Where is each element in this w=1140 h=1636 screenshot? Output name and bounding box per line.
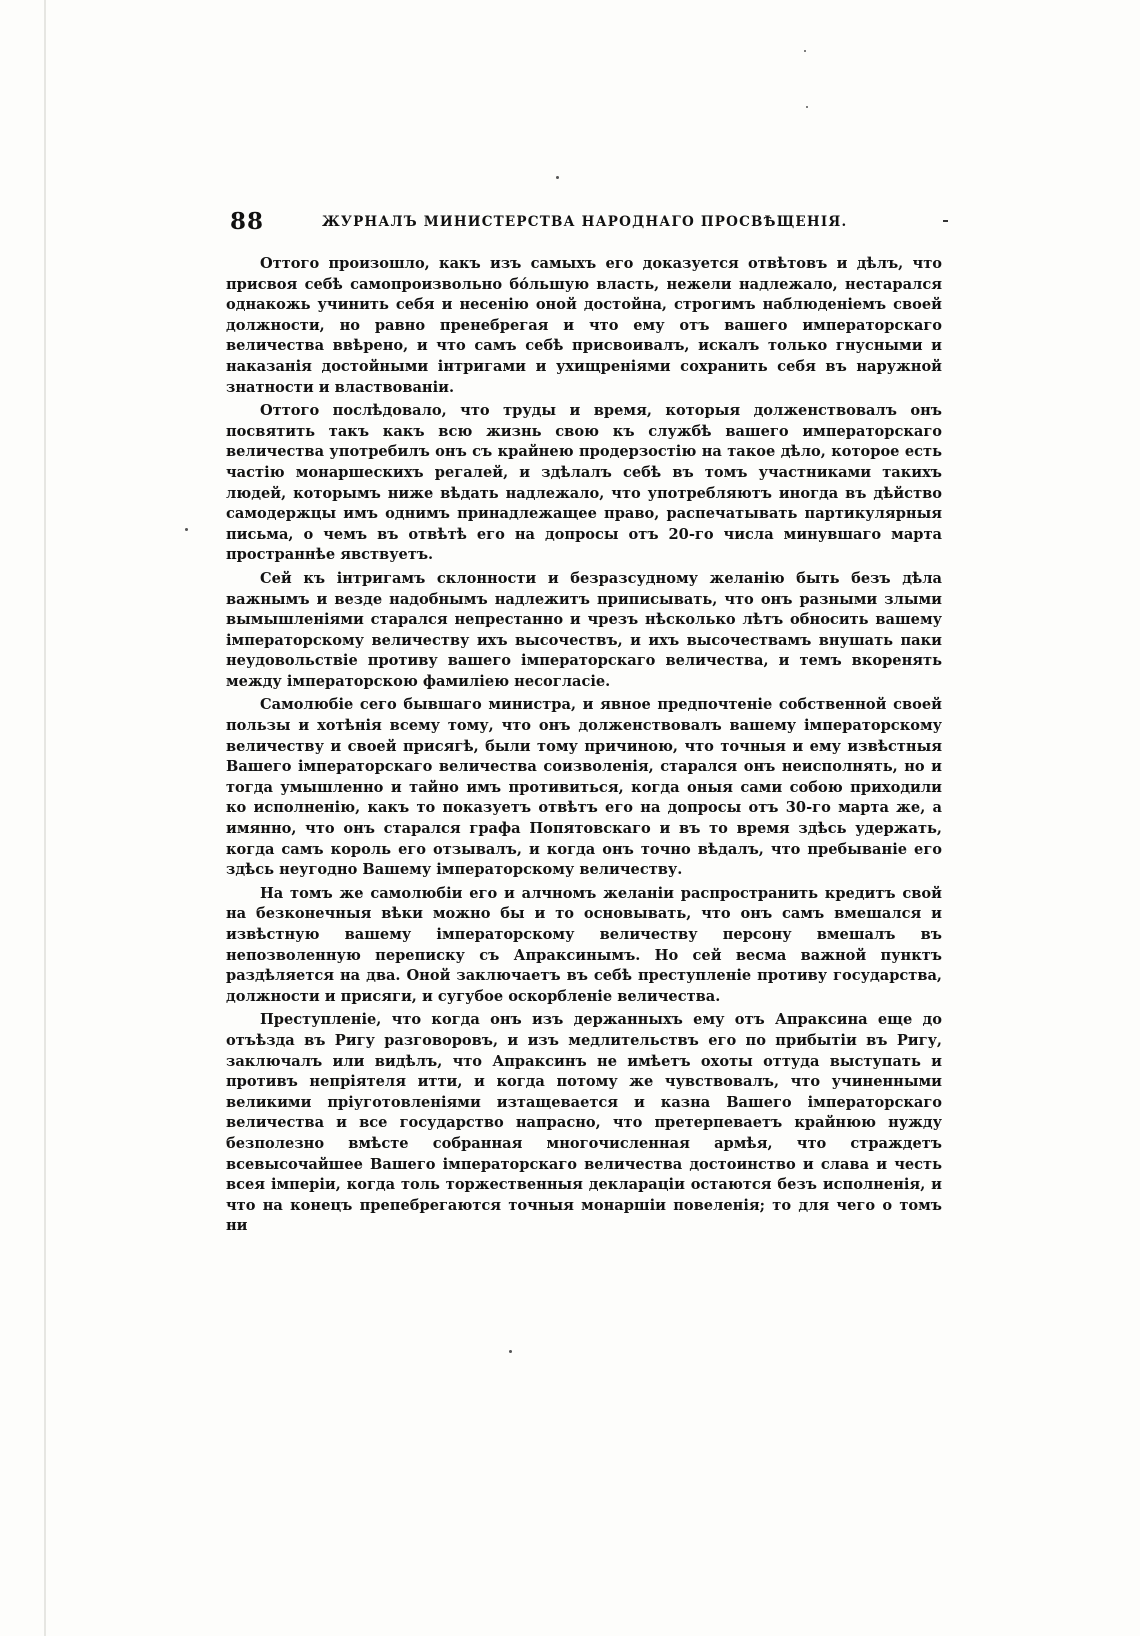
paragraph: На томъ же самолюбіи его и алчномъ желаніи распространить кредитъ свой на безконечныя вѣки можно бы и то основывать, что онъ самъ вмешался и извѣстную вашему імператорскому величеству персону вмешалъ въ непозволенную переписку съ Апраксинымъ. Но сей весма важной пунктъ раздѣляется на два. Оной заключаетъ въ себѣ преступленіе противу государства, должности и присяги, и сугубое оскорбленіе величества. bbox=[226, 884, 942, 1005]
scan-speck bbox=[556, 176, 559, 179]
paragraph: Сей къ інтригамъ склонности и безразсудному желанію быть безъ дѣла важнымъ и везде надобнымъ надлежитъ приписывать, что онъ разными злыми вымышленіями старался непрестанно и чрезъ нѣсколько лѣтъ обносить вашему імператорскому величеству ихъ высочествъ, и ихъ высочествамъ внушать паки неудовольствіе противу вашего імператорскаго величества, и темъ вкоренять между імператорскою фамиліею несогласіе. bbox=[226, 569, 942, 690]
page-number: 88 bbox=[230, 208, 265, 235]
scan-speck bbox=[806, 106, 808, 108]
running-title: ЖУРНАЛЪ МИНИСТЕРСТВА НАРОДНАГО ПРОСВѢЩЕНІЯ. bbox=[322, 214, 848, 230]
paragraph: Оттого послѣдовало, что труды и время, которыя долженствовалъ онъ посвятить такъ какъ всю жизнь свою къ службѣ вашего императорскаго величества употребилъ онъ съ крайнею продерзостію на такое дѣло, которое есть частію монаршескихъ регалей, и здѣлалъ себѣ въ томъ участниками такихъ людей, которымъ ниже вѣдать надлежало, что употребляютъ иногда въ дѣйство самодержцы имъ однимъ принадлежащее право, распечатывать партикулярныя письма, о чемъ въ отвѣтѣ его на допросы отъ 20-го числа минувшаго марта пространнѣе явствуетъ. bbox=[226, 402, 942, 564]
scan-speck bbox=[509, 1350, 512, 1353]
body-text bbox=[226, 254, 942, 1240]
page-edge-shadow bbox=[44, 0, 46, 1636]
scan-speck bbox=[185, 528, 188, 531]
paragraph: Преступленіе, что когда онъ изъ держанныхъ ему отъ Апраксина еще до отъѣзда въ Ригу разговоровъ, и изъ медлительствъ его по прибытіи въ Ригу, заключалъ или видѣлъ, что Апраксинъ не имѣетъ охоты оттуда выступать и противъ непріятеля итти, и когда потому же чувствовалъ, что учиненными великими пріуготовленіями изтащевается и казна Вашего імператорскаго величества и все государство напрасно, что претерпеваетъ крайнюю нужду безполезно вмѣсте собранная многочисленная армѣя, что страждетъ всевысочайшее Вашего імператорскаго величества достоинство и слава и честь всея імперіи, когда толь торжественныя декларацiи остаются безъ исполненія, и что на конецъ препебрегаются точныя монаршіи повеленія; то для чего о томъ ни bbox=[226, 1011, 942, 1235]
scan-speck bbox=[804, 50, 806, 52]
paragraph: Самолюбіе сего бывшаго министра, и явное предпочтеніе собственной своей пользы и хотѣнія всему тому, что онъ долженствовалъ вашему імператорскому величеству и своей присягѣ, были тому причиною, что точныя и ему извѣстныя Вашего імператорскаго величества соизволенія, старался онъ неисполнять, но и тогда умышленно и тайно имъ противиться, когда оныя сами собою приходили ко исполненію, какъ то показуетъ отвѣтъ его на допросы отъ 30-го марта же, а имянно, что онъ старался графа Попятовскаго и въ то время здѣсь удержать, когда самъ король его отзывалъ, и когда онъ точно вѣдалъ, что пребываніе его здѣсь неугодно Вашему імператорскому величеству. bbox=[226, 696, 942, 879]
header-dash-mark bbox=[943, 220, 948, 222]
paragraph: Оттого произошло, какъ изъ самыхъ его доказуется отвѣтовъ и дѣлъ, что присвоя себѣ самопроизвольно бо́льшую власть, нежели надлежало, нестарался однакожь учинить себя и несенію оной достойна, строгимъ наблюденіемъ своей должности, но равно пренебрегая и что ему отъ вашего императорскаго величества ввѣрено, и что самъ себѣ присвоивалъ, искалъ только гнусными и наказанія достойными інтригами и ухищреніями сохранить себя въ наружной знатности и властвованіи. bbox=[226, 255, 942, 396]
page-header bbox=[230, 208, 950, 238]
